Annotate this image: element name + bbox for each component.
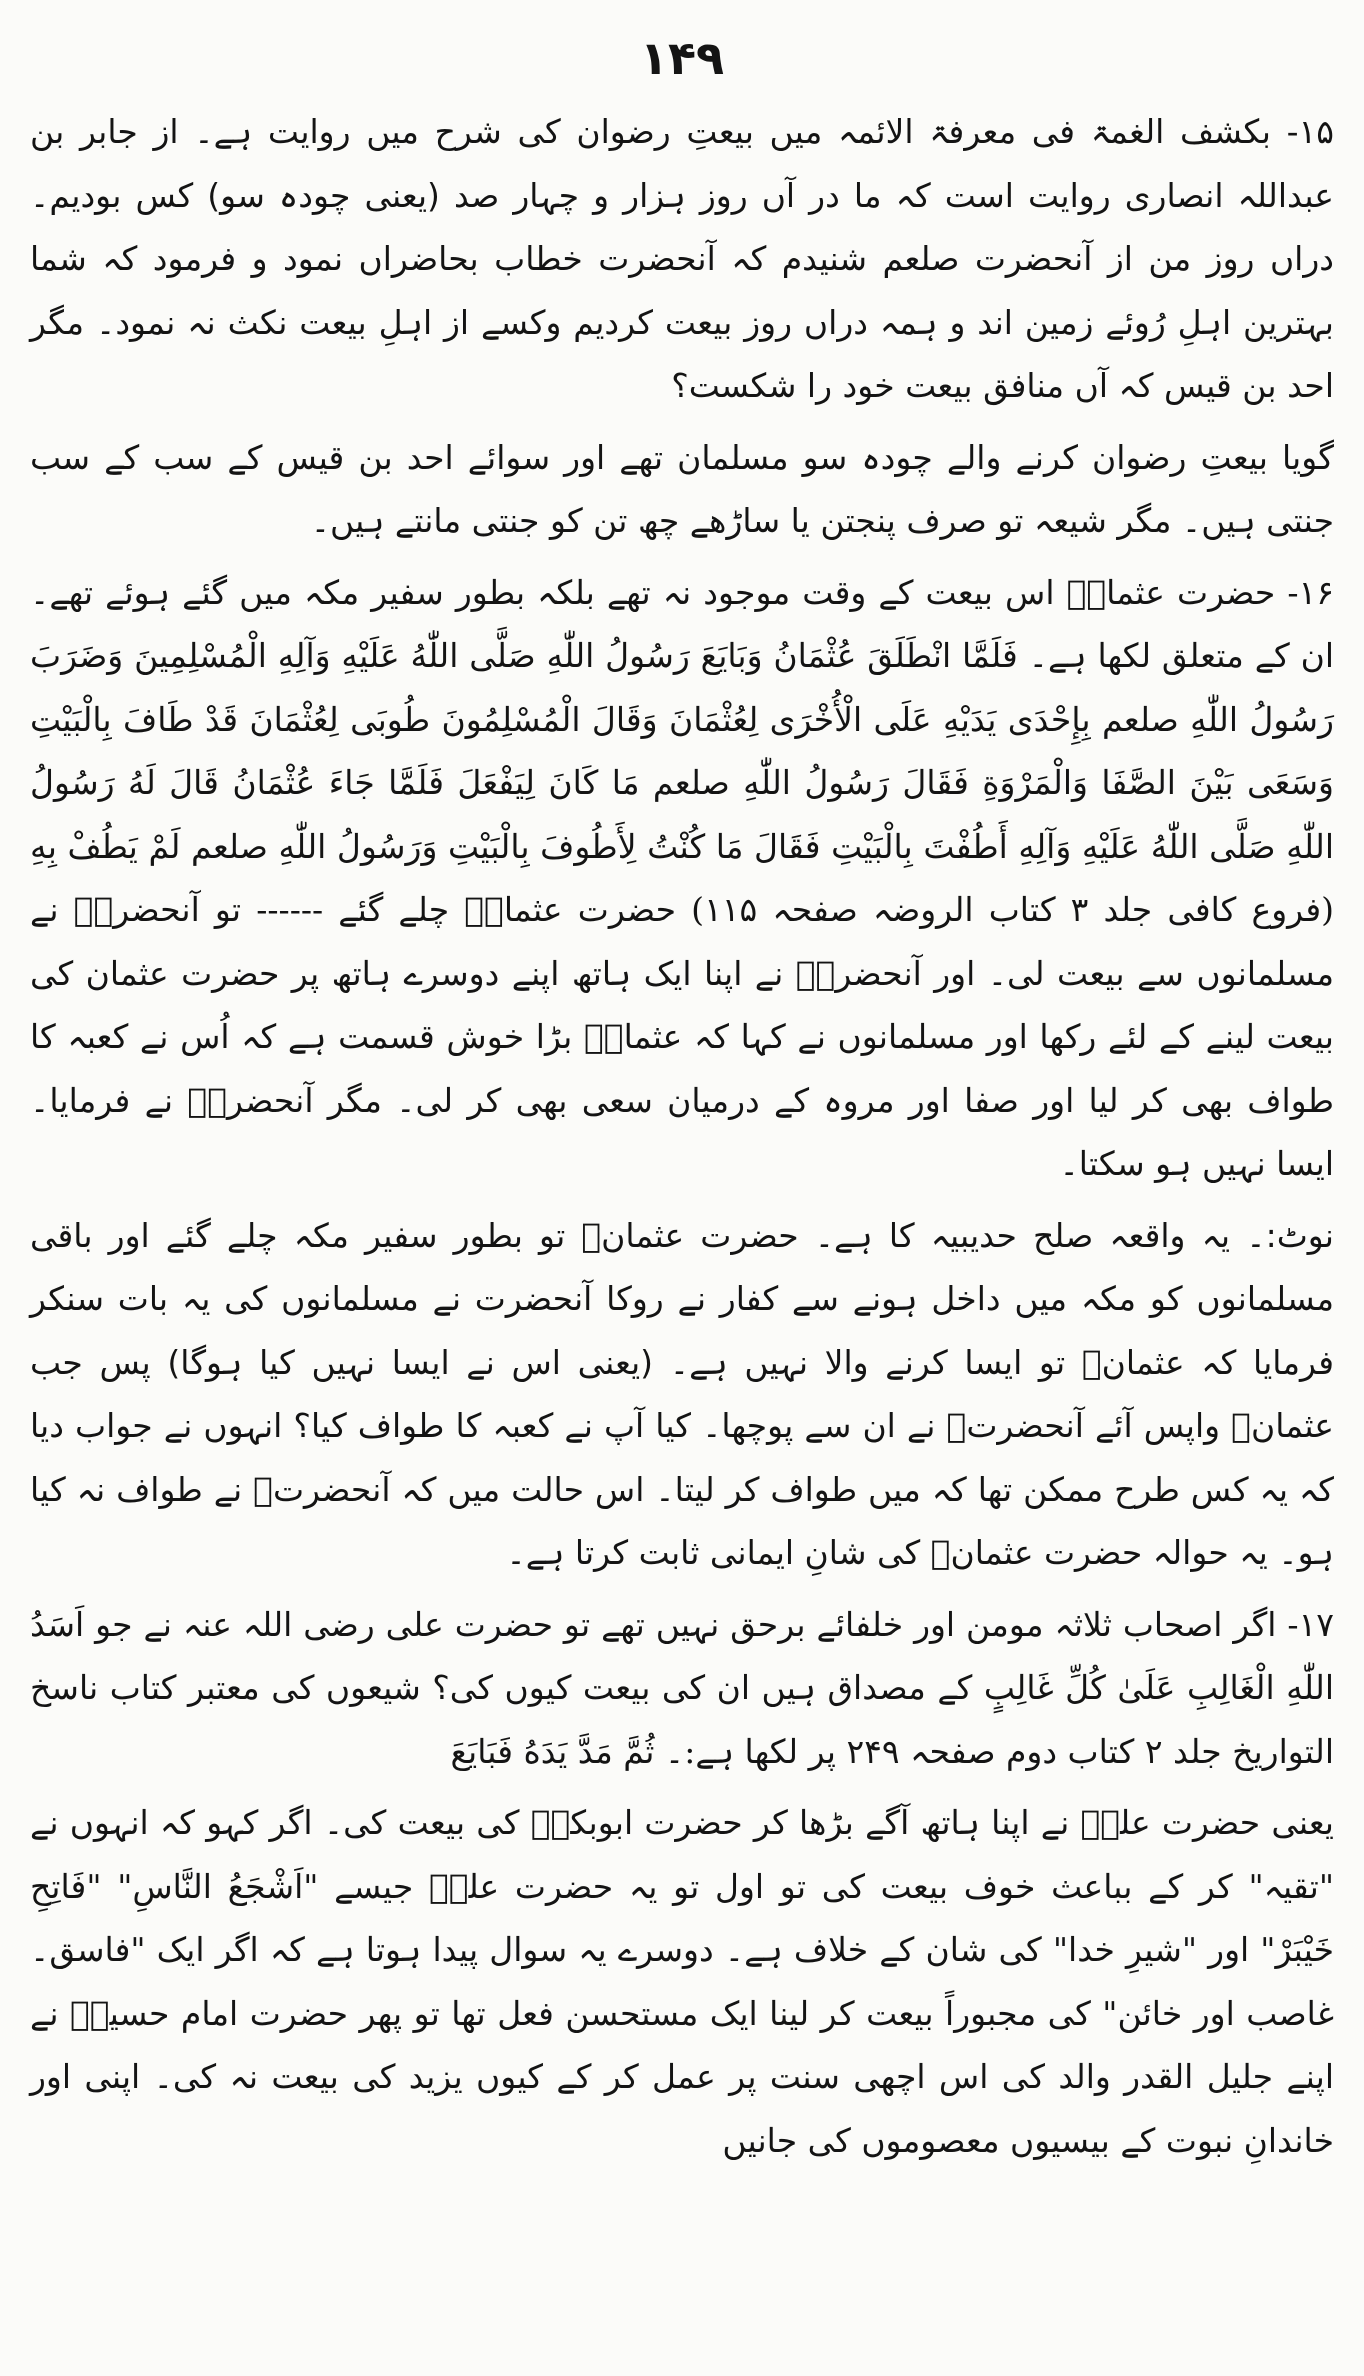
paragraph-hazrat-ali-bayat: یعنی حضرت علیؓ نے اپنا ہاتھ آگے بڑھا کر حضرت ابوبکرؓ کی بیعت کی۔ اگر کہو کہ انہوں نے "تقیہ" کر کے بباعث خوف بیعت کی تو اول تو یہ حضرت علیؓ جیسے "اَشْجَعُ النَّاسِ" "فَاتِحِ خَيْبَرْ" اور "شیرِ خدا" کی شان کے خلاف ہے۔ دوسرے یہ سوال پیدا ہوتا ہے کہ اگر ایک "فاسق۔ غاصب اور خائن" کی مجبوراً بیعت کر لینا ایک مستحسن فعل تھا تو پھر حضرت امام حسینؓ نے اپنے جلیل القدر والد کی اس اچھی سنت پر عمل کر کے کیوں یزید کی بیعت نہ کی۔ اپنی اور خاندانِ نبوت کے بیسیوں معصوموں کی جانیں (30, 1803, 1334, 2160)
paragraph-bayat-commentary: گویا بیعتِ رضوان کرنے والے چودہ سو مسلمان تھے اور سوائے احد بن قیس کے سب کے سب جنتی ہیں۔ مگر شیعہ تو صرف پنجتن یا ساڑھے چھ تن کو جنتی مانتے ہیں۔ (30, 437, 1334, 540)
paragraph-15-bayat-rizwan: ۱۵- بکشف الغمۃ فی معرفۃ الائمہ میں بیعتِ رضوان کی شرح میں روایت ہے۔ از جابر بن عبداللہ انصاری روایت است کہ ما در آں روز ہزار و چہار صد (یعنی چودہ سو) کس بودیم۔ دراں روز من از آنحضرت صلعم شنیدم کہ آنحضرت خطاب بحاضراں نمود و فرمود کہ شما بہترین اہلِ رُوئے زمین اند و ہمہ دراں روز بیعت کردیم وکسے از اہلِ بیعت نکث نہ نمود۔ مگر احد بن قیس کہ آں منافق بیعت خود را شکست؟ (30, 112, 1334, 405)
page-number: ۱۴۹ (639, 31, 725, 85)
paragraph-16-hazrat-usman: ۱۶- حضرت عثمانؓ اس بیعت کے وقت موجود نہ تھے بلکہ بطور سفیر مکہ میں گئے ہوئے تھے۔ ان کے متعلق لکھا ہے۔ فَلَمَّا انْطَلَقَ عُثْمَانُ وَبَايَعَ رَسُولُ اللّٰهِ صَلَّى اللّٰهُ عَلَيْهِ وَآلِهِ الْمُسْلِمِينَ وَضَرَبَ رَسُولُ اللّٰهِ صلعم بِإِحْدَى يَدَيْهِ عَلَى الْأُخْرَى لِعُثْمَانَ وَقَالَ الْمُسْلِمُونَ طُوبَى لِعُثْمَانَ قَدْ طَافَ بِالْبَيْتِ وَسَعَى بَيْنَ الصَّفَا وَالْمَرْوَةِ فَقَالَ رَسُولُ اللّٰهِ صلعم مَا كَانَ لِيَفْعَلَ فَلَمَّا جَاءَ عُثْمَانُ قَالَ لَهُ رَسُولُ اللّٰهِ صَلَّى اللّٰهُ عَلَيْهِ وَآلِهِ أَطُفْتَ بِالْبَيْتِ فَقَالَ مَا كُنْتُ لِأَطُوفَ بِالْبَيْتِ وَرَسُولُ اللّٰهِ صلعم لَمْ يَطُفْ بِهِ (فروع کافی جلد ۳ کتاب الروضہ صفحہ ۱۱۵) حضرت عثمانؓ چلے گئے ------ تو آنحضرتؐ نے مسلمانوں سے بیعت لی۔ اور آنحضرتؐ نے اپنا ایک ہاتھ اپنے دوسرے ہاتھ پر حضرت عثمان کی بیعت لینے کے لئے رکھا اور مسلمانوں نے کہا کہ عثمانؓ بڑا خوش قسمت ہے کہ اُس نے کعبہ کا طواف بھی کر لیا اور صفا اور مروہ کے درمیان سعی بھی کر لی۔ مگر آنحضرتؐ نے فرمایا۔ ایسا نہیں ہو سکتا۔ (30, 572, 1334, 1183)
paragraph-note-hudaibiya: نوٹ:۔ یہ واقعہ صلح حدیبیہ کا ہے۔ حضرت عثمانؓ تو بطور سفیر مکہ چلے گئے اور باقی مسلمانوں کو مکہ میں داخل ہونے سے کفار نے روکا آنحضرت نے مسلمانوں کی یہ بات سنکر فرمایا کہ عثمانؓ تو ایسا کرنے والا نہیں ہے۔ (یعنی اس نے ایسا نہیں کیا ہوگا) پس جب عثمانؓ واپس آئے آنحضرتؐ نے ان سے پوچھا۔ کیا آپ نے کعبہ کا طواف کیا؟ انہوں نے جواب دیا کہ یہ کس طرح ممکن تھا کہ میں طواف کر لیتا۔ اس حالت میں کہ آنحضرتؐ نے طواف نہ کیا ہو۔ یہ حوالہ حضرت عثمانؓ کی شانِ ایمانی ثابت کرتا ہے۔ (30, 1215, 1334, 1572)
paragraph-17-ashab-salasa: ۱۷- اگر اصحاب ثلاثہ مومن اور خلفائے برحق نہیں تھے تو حضرت علی رضی اللہ عنہ نے جو اَسَدُ اللّٰهِ الْغَالِبِ عَلَىٰ كُلِّ غَالِبٍ کے مصداق ہیں ان کی بیعت کیوں کی؟ شیعوں کی معتبر کتاب ناسخ التواریخ جلد ۲ کتاب دوم صفحہ ۲۴۹ پر لکھا ہے:۔ ثُمَّ مَدَّ يَدَهُ فَبَايَعَ (30, 1604, 1334, 1771)
document-page (30, 30, 1334, 2350)
